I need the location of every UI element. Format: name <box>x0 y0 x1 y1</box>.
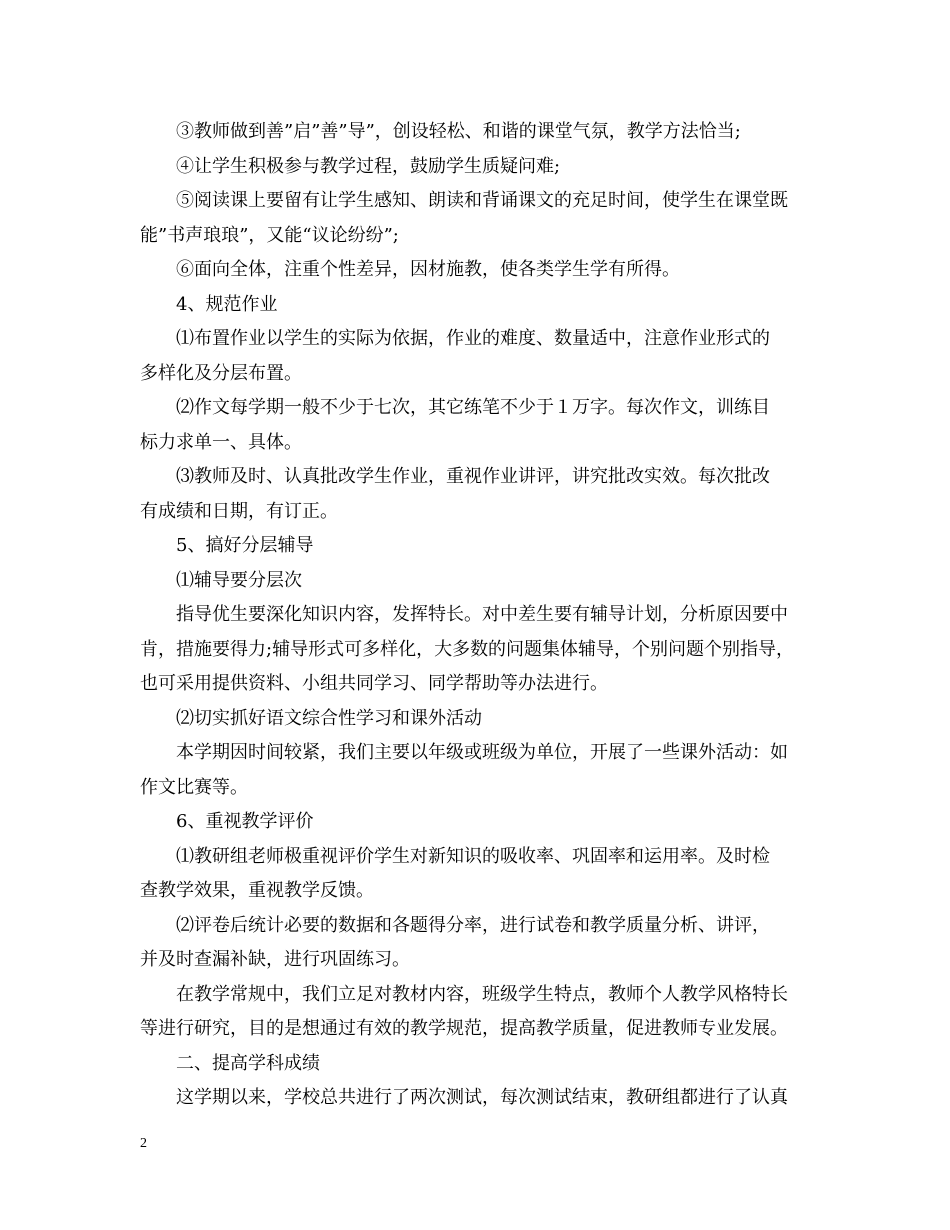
paragraph-line: ④让学生积极参与教学过程，鼓励学生质疑问难; <box>176 155 561 177</box>
paragraph-line: 作文比赛等。 <box>140 776 248 798</box>
paragraph-line: 在教学常规中，我们立足对教材内容，班级学生特点，教师个人教学风格特长 <box>176 983 788 1005</box>
document-body <box>140 115 820 1116</box>
paragraph-line: 有成绩和日期，有订正。 <box>140 500 338 522</box>
paragraph-line: 多样化及分层布置。 <box>140 362 302 384</box>
paragraph-line: ⑴辅导要分层次 <box>176 569 302 591</box>
paragraph-line: 标力求单一、具体。 <box>140 431 302 453</box>
paragraph-line: 指导优生要深化知识内容，发挥特长。对中差生要有辅导计划，分析原因要中 <box>176 604 788 625</box>
paragraph-line: 并及时查漏补缺，进行巩固练习。 <box>140 949 410 970</box>
section-heading: 二、提高学科成绩 <box>176 1052 320 1074</box>
paragraph-line: ⑵切实抓好语文综合性学习和课外活动 <box>176 707 482 729</box>
paragraph-line: 查教学效果，重视教学反馈。 <box>140 880 374 901</box>
section-heading: 5、搞好分层辅导 <box>176 535 314 556</box>
paragraph-line: ⑵评卷后统计必要的数据和各题得分率，进行试卷和教学质量分析、讲评， <box>176 914 770 936</box>
paragraph-line: ⑴教研组老师极重视评价学生对新知识的吸收率、巩固率和运用率。及时检 <box>176 845 770 867</box>
paragraph-line: ③教师做到善”启”善”导”，创设轻松、和谐的课堂气氛，教学方法恰当; <box>176 121 741 142</box>
paragraph-line: 本学期因时间较紧，我们主要以年级或班级为单位，开展了一些课外活动：如 <box>176 742 788 763</box>
paragraph-line: 肯，措施要得力;辅导形式可多样化，大多数的问题集体辅导，个别问题个别指导， <box>140 638 795 660</box>
paragraph-line: ⑴布置作业以学生的实际为依据，作业的难度、数量适中，注意作业形式的 <box>176 328 770 349</box>
section-heading: 6、重视教学评价 <box>176 811 314 832</box>
paragraph-line: ⑤阅读课上要留有让学生感知、朗读和背诵课文的充足时间，使学生在课堂既 <box>176 190 788 211</box>
paragraph-line: ⑵作文每学期一般不少于七次，其它练笔不少于１万字。每次作文，训练目 <box>176 397 770 418</box>
paragraph-line: ⑥面向全体，注重个性差异，因材施教，使各类学生学有所得。 <box>176 259 680 280</box>
paragraph-line: 这学期以来，学校总共进行了两次测试，每次测试结束，教研组都进行了认真 <box>176 1087 788 1108</box>
paragraph-line: 能”书声琅琅”，又能“议论纷纷”; <box>140 224 399 246</box>
section-heading: 4、规范作业 <box>176 293 278 315</box>
paragraph-line: 也可采用提供资料、小组共同学习、同学帮助等办法进行。 <box>140 673 608 694</box>
paragraph-line: 等进行研究，目的是想通过有效的教学规范，提高教学质量，促进教师专业发展。 <box>140 1018 788 1039</box>
page-number: 2 <box>140 1136 147 1151</box>
paragraph-line: ⑶教师及时、认真批改学生作业，重视作业讲评，讲究批改实效。每次批改 <box>176 466 770 487</box>
